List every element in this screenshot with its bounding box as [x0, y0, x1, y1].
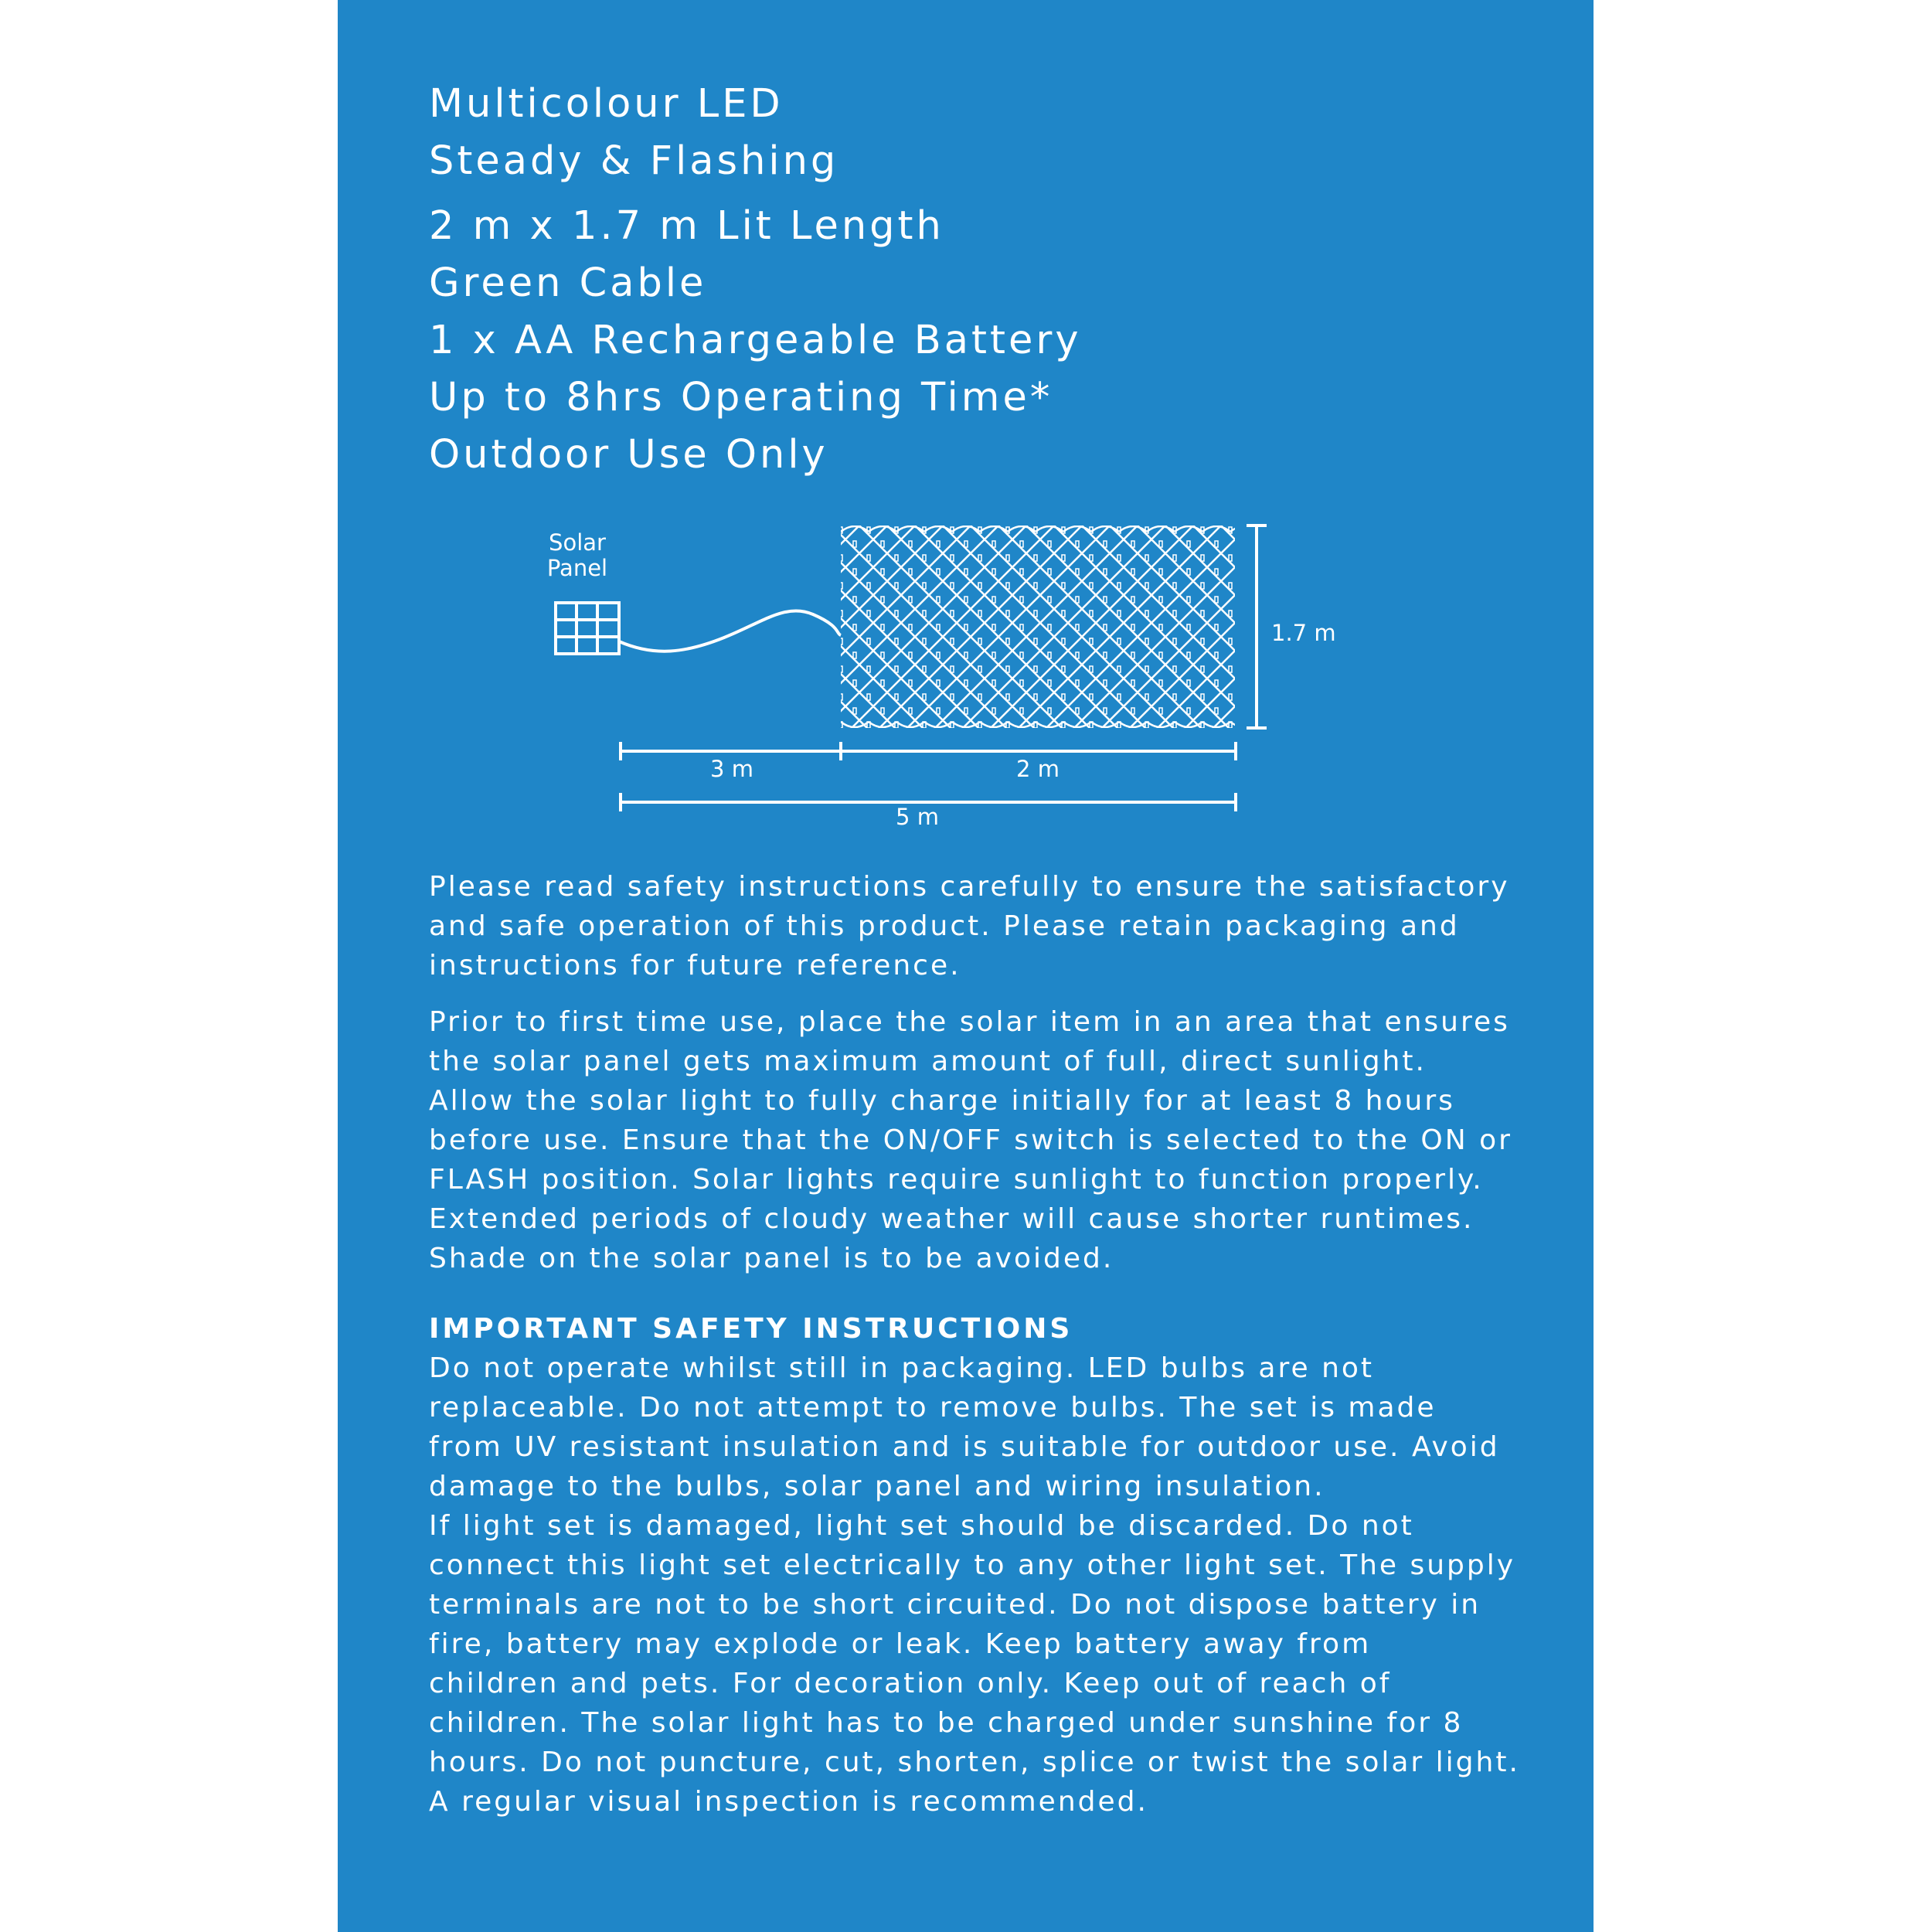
led-bulb-icon: [1062, 666, 1065, 672]
led-bulb-icon: [923, 638, 926, 645]
led-bulb-icon: [1145, 527, 1148, 533]
led-bulb-icon: [1090, 694, 1093, 700]
led-bulb-icon: [909, 597, 912, 603]
led-bulb-icon: [1076, 680, 1079, 686]
led-bulb-icon: [1090, 611, 1093, 617]
led-bulb-icon: [1062, 555, 1065, 561]
safety-line: connect this light set electrically to any other light set. The supply: [429, 1549, 1516, 1581]
led-bulb-icon: [1006, 583, 1009, 589]
led-bulb-icon: [1020, 624, 1023, 631]
led-bulb-icon: [978, 583, 981, 589]
led-bulb-icon: [1229, 555, 1232, 561]
led-bulb-icon: [951, 611, 954, 617]
led-bulb-icon: [909, 541, 912, 547]
instructions-text: [429, 867, 1542, 1821]
led-bulb-icon: [964, 541, 968, 547]
led-bulb-icon: [895, 611, 898, 617]
led-bulb-icon: [1020, 569, 1023, 575]
intro-line: instructions for future reference.: [429, 950, 961, 981]
led-bulb-icon: [1187, 541, 1190, 547]
led-bulb-icon: [881, 680, 884, 686]
led-bulb-icon: [1215, 597, 1218, 603]
led-bulb-icon: [881, 541, 884, 547]
led-bulb-icon: [951, 555, 954, 561]
led-bulb-icon: [1229, 611, 1232, 617]
safety-line: children and pets. For decoration only. Keep out of reach of: [429, 1668, 1392, 1699]
safety-line: children. The solar light has to be charged under sunshine for 8: [429, 1707, 1464, 1739]
led-bulb-icon: [1034, 694, 1037, 700]
led-bulb-icon: [992, 680, 995, 686]
led-bulb-icon: [1215, 569, 1218, 575]
led-bulb-icon: [895, 638, 898, 645]
led-bulb-icon: [839, 555, 842, 561]
led-bulb-icon: [839, 611, 842, 617]
spec-item: Green Cable: [429, 260, 707, 306]
led-bulb-icon: [1187, 680, 1190, 686]
led-bulb-icon: [1131, 652, 1134, 658]
spec-item: Outdoor Use Only: [429, 432, 828, 478]
led-bulb-icon: [909, 652, 912, 658]
led-bulb-icon: [964, 624, 968, 631]
led-bulb-icon: [1020, 541, 1023, 547]
led-bulb-icon: [964, 652, 968, 658]
led-bulb-icon: [992, 597, 995, 603]
led-bulb-icon: [1145, 694, 1148, 700]
led-bulb-icon: [1062, 527, 1065, 533]
led-bulb-icon: [853, 708, 856, 714]
led-bulb-icon: [1215, 652, 1218, 658]
led-bulb-icon: [895, 555, 898, 561]
led-bulb-icon: [1159, 624, 1162, 631]
safety-line: If light set is damaged, light set should be discarded. Do not: [429, 1510, 1414, 1542]
led-bulb-icon: [1006, 666, 1009, 672]
led-bulb-icon: [1215, 708, 1218, 714]
led-bulb-icon: [992, 569, 995, 575]
led-bulb-icon: [1201, 555, 1204, 561]
led-bulb-icon: [1159, 708, 1162, 714]
led-bulb-icon: [1131, 708, 1134, 714]
led-bulb-icon: [1034, 611, 1037, 617]
led-bulb-icon: [1104, 624, 1107, 631]
led-bulb-icon: [1034, 583, 1037, 589]
led-bulb-icon: [1020, 708, 1023, 714]
led-bulb-icon: [1020, 597, 1023, 603]
intro-line: Please read safety instructions carefully to ensure the satisfactory: [429, 871, 1510, 903]
led-bulb-icon: [881, 569, 884, 575]
led-bulb-icon: [1117, 666, 1121, 672]
led-bulb-icon: [923, 611, 926, 617]
led-bulb-icon: [1131, 597, 1134, 603]
led-bulb-icon: [1034, 555, 1037, 561]
net-light-diagram: [338, 502, 1594, 842]
led-bulb-icon: [1117, 527, 1121, 533]
led-bulb-icon: [895, 527, 898, 533]
led-bulb-icon: [909, 624, 912, 631]
led-bulb-icon: [978, 555, 981, 561]
led-bulb-icon: [1048, 624, 1051, 631]
spec-item: Steady & Flashing: [429, 138, 839, 184]
led-bulb-icon: [867, 527, 870, 533]
led-bulb-icon: [1187, 569, 1190, 575]
led-bulb-icon: [1201, 694, 1204, 700]
led-bulb-icon: [839, 638, 842, 645]
led-bulb-icon: [881, 708, 884, 714]
led-bulb-icon: [978, 694, 981, 700]
usage-line: the solar panel gets maximum amount of full, direct sunlight.: [429, 1046, 1427, 1077]
instruction-panel: [338, 0, 1594, 1932]
led-bulb-icon: [881, 624, 884, 631]
safety-line: from UV resistant insulation and is suitable for outdoor use. Avoid: [429, 1431, 1500, 1463]
led-bulb-icon: [867, 555, 870, 561]
led-bulb-icon: [1090, 555, 1093, 561]
led-bulb-icon: [951, 638, 954, 645]
led-bulb-icon: [937, 708, 940, 714]
usage-line: Allow the solar light to fully charge initially for at least 8 hours: [429, 1085, 1455, 1117]
led-bulb-icon: [923, 555, 926, 561]
led-net-icon: [377, 526, 1594, 757]
intro-line: and safe operation of this product. Please retain packaging and: [429, 910, 1460, 942]
led-bulb-icon: [923, 666, 926, 672]
led-bulb-icon: [1117, 694, 1121, 700]
led-bulb-icon: [937, 680, 940, 686]
led-bulb-icon: [1229, 638, 1232, 645]
led-bulb-icon: [1076, 652, 1079, 658]
lead-length-label: 3 m: [710, 756, 753, 782]
led-bulb-icon: [1117, 583, 1121, 589]
led-bulb-icon: [895, 694, 898, 700]
usage-line: Shade on the solar panel is to be avoided.: [429, 1243, 1114, 1274]
led-bulb-icon: [1076, 541, 1079, 547]
led-bulb-icon: [867, 666, 870, 672]
led-bulb-icon: [1201, 583, 1204, 589]
led-bulb-icon: [1006, 694, 1009, 700]
safety-line: terminals are not to be short circuited. Do not dispose battery in: [429, 1589, 1481, 1621]
led-bulb-icon: [992, 708, 995, 714]
spec-item: 2 m x 1.7 m Lit Length: [429, 203, 944, 249]
usage-line: Prior to first time use, place the solar item in an area that ensures: [429, 1006, 1510, 1038]
led-bulb-icon: [1145, 611, 1148, 617]
led-bulb-icon: [1173, 666, 1176, 672]
led-bulb-icon: [1104, 680, 1107, 686]
net-mesh: [377, 526, 1594, 757]
led-bulb-icon: [1159, 652, 1162, 658]
led-bulb-icon: [1229, 694, 1232, 700]
led-bulb-icon: [951, 694, 954, 700]
led-bulb-icon: [1034, 527, 1037, 533]
usage-line: FLASH position. Solar lights require sunlight to function properly.: [429, 1164, 1484, 1196]
led-bulb-icon: [978, 611, 981, 617]
spec-item: Multicolour LED: [429, 81, 784, 127]
led-bulb-icon: [964, 569, 968, 575]
led-bulb-icon: [1229, 583, 1232, 589]
led-bulb-icon: [867, 611, 870, 617]
led-bulb-icon: [1145, 666, 1148, 672]
led-bulb-icon: [895, 666, 898, 672]
solar-panel-icon: [556, 603, 619, 654]
spec-item: Up to 8hrs Operating Time*: [429, 375, 1053, 420]
led-bulb-icon: [909, 708, 912, 714]
led-bulb-icon: [1104, 708, 1107, 714]
usage-line: before use. Ensure that the ON/OFF switch is selected to the ON or: [429, 1124, 1512, 1156]
led-bulb-icon: [1173, 611, 1176, 617]
led-bulb-icon: [1187, 652, 1190, 658]
led-bulb-icon: [1062, 611, 1065, 617]
led-bulb-icon: [1145, 583, 1148, 589]
led-bulb-icon: [1145, 638, 1148, 645]
led-bulb-icon: [1090, 527, 1093, 533]
led-bulb-icon: [978, 666, 981, 672]
led-bulb-icon: [937, 541, 940, 547]
height-label: 1.7 m: [1271, 620, 1336, 646]
safety-line: hours. Do not puncture, cut, shorten, splice or twist the solar light.: [429, 1747, 1520, 1778]
led-bulb-icon: [1201, 638, 1204, 645]
led-bulb-icon: [1159, 541, 1162, 547]
safety-line: Do not operate whilst still in packaging. LED bulbs are not: [429, 1352, 1375, 1384]
safety-line: fire, battery may explode or leak. Keep battery away from: [429, 1628, 1372, 1660]
led-bulb-icon: [1020, 652, 1023, 658]
led-bulb-icon: [1062, 583, 1065, 589]
led-bulb-icon: [992, 652, 995, 658]
led-bulb-icon: [839, 694, 842, 700]
led-bulb-icon: [1131, 541, 1134, 547]
led-bulb-icon: [1104, 541, 1107, 547]
safety-line: A regular visual inspection is recommended.: [429, 1786, 1148, 1818]
led-bulb-icon: [1048, 597, 1051, 603]
led-bulb-icon: [1187, 597, 1190, 603]
led-bulb-icon: [1006, 611, 1009, 617]
led-bulb-icon: [1034, 638, 1037, 645]
led-bulb-icon: [881, 597, 884, 603]
led-bulb-icon: [1048, 569, 1051, 575]
led-bulb-icon: [1159, 680, 1162, 686]
led-bulb-icon: [1104, 569, 1107, 575]
led-bulb-icon: [1076, 569, 1079, 575]
led-bulb-icon: [1117, 611, 1121, 617]
led-bulb-icon: [1048, 652, 1051, 658]
cable-icon: [619, 611, 841, 651]
led-bulb-icon: [951, 583, 954, 589]
led-bulb-icon: [1117, 555, 1121, 561]
led-bulb-icon: [1131, 680, 1134, 686]
led-bulb-icon: [978, 527, 981, 533]
led-bulb-icon: [853, 541, 856, 547]
led-bulb-icon: [1229, 666, 1232, 672]
safety-heading: IMPORTANT SAFETY INSTRUCTIONS: [429, 1313, 1073, 1345]
solar-panel-label-line2: Panel: [546, 555, 608, 581]
led-bulb-icon: [923, 583, 926, 589]
led-bulb-icon: [1006, 527, 1009, 533]
led-bulb-icon: [1173, 694, 1176, 700]
led-bulb-icon: [1090, 583, 1093, 589]
safety-line: damage to the bulbs, solar panel and wiring insulation.: [429, 1471, 1325, 1502]
solar-panel-label-line1: Solar: [549, 529, 606, 556]
led-bulb-icon: [1229, 527, 1232, 533]
total-length-label: 5 m: [896, 804, 939, 830]
led-bulb-icon: [992, 541, 995, 547]
led-bulb-icon: [1104, 652, 1107, 658]
led-bulb-icon: [1048, 680, 1051, 686]
led-bulb-icon: [1076, 624, 1079, 631]
led-bulb-icon: [1145, 555, 1148, 561]
net-width-label: 2 m: [1016, 756, 1060, 782]
led-bulb-icon: [1201, 611, 1204, 617]
led-bulb-icon: [1187, 708, 1190, 714]
led-bulb-icon: [1117, 638, 1121, 645]
led-bulb-icon: [1090, 638, 1093, 645]
led-bulb-icon: [881, 652, 884, 658]
led-bulb-icon: [937, 652, 940, 658]
usage-line: Extended periods of cloudy weather will cause shorter runtimes.: [429, 1203, 1475, 1235]
led-bulb-icon: [1131, 624, 1134, 631]
led-bulb-icon: [839, 527, 842, 533]
led-bulb-icon: [1159, 569, 1162, 575]
led-bulb-icon: [964, 708, 968, 714]
led-bulb-icon: [964, 680, 968, 686]
led-bulb-icon: [1090, 666, 1093, 672]
led-bulb-icon: [853, 569, 856, 575]
spec-list: [429, 76, 1082, 484]
led-bulb-icon: [978, 638, 981, 645]
led-bulb-icon: [1062, 638, 1065, 645]
led-bulb-icon: [951, 666, 954, 672]
led-bulb-icon: [1187, 624, 1190, 631]
led-bulb-icon: [1159, 597, 1162, 603]
led-bulb-icon: [1173, 638, 1176, 645]
led-bulb-icon: [839, 583, 842, 589]
led-bulb-icon: [1173, 583, 1176, 589]
spec-item: 1 x AA Rechargeable Battery: [429, 318, 1082, 363]
led-bulb-icon: [1173, 555, 1176, 561]
led-bulb-icon: [909, 680, 912, 686]
led-bulb-icon: [951, 527, 954, 533]
led-bulb-icon: [1062, 694, 1065, 700]
led-bulb-icon: [1006, 638, 1009, 645]
led-bulb-icon: [1104, 597, 1107, 603]
led-bulb-icon: [1034, 666, 1037, 672]
led-bulb-icon: [1215, 624, 1218, 631]
safety-line: replaceable. Do not attempt to remove bulbs. The set is made: [429, 1392, 1437, 1423]
led-bulb-icon: [853, 680, 856, 686]
height-dimension-icon: [1247, 526, 1267, 728]
led-bulb-icon: [923, 694, 926, 700]
led-bulb-icon: [1020, 680, 1023, 686]
led-bulb-icon: [839, 666, 842, 672]
led-bulb-icon: [1173, 527, 1176, 533]
led-bulb-icon: [895, 583, 898, 589]
led-bulb-icon: [853, 624, 856, 631]
led-bulb-icon: [964, 597, 968, 603]
led-bulb-icon: [1006, 555, 1009, 561]
led-bulb-icon: [1201, 666, 1204, 672]
led-bulb-icon: [937, 597, 940, 603]
led-bulb-icon: [1076, 708, 1079, 714]
led-bulb-icon: [992, 624, 995, 631]
led-bulb-icon: [1048, 708, 1051, 714]
led-bulb-icon: [923, 527, 926, 533]
led-bulb-icon: [937, 624, 940, 631]
led-bulb-icon: [1131, 569, 1134, 575]
led-bulb-icon: [1215, 680, 1218, 686]
led-bulb-icon: [867, 583, 870, 589]
led-bulb-icon: [853, 652, 856, 658]
led-bulb-icon: [1215, 541, 1218, 547]
led-bulb-icon: [867, 694, 870, 700]
led-bulb-icon: [853, 597, 856, 603]
led-bulb-icon: [1076, 597, 1079, 603]
led-bulb-icon: [1201, 527, 1204, 533]
led-bulb-icon: [937, 569, 940, 575]
product-diagram: [338, 502, 1594, 842]
led-bulb-icon: [867, 638, 870, 645]
led-bulb-icon: [909, 569, 912, 575]
led-bulb-icon: [1048, 541, 1051, 547]
